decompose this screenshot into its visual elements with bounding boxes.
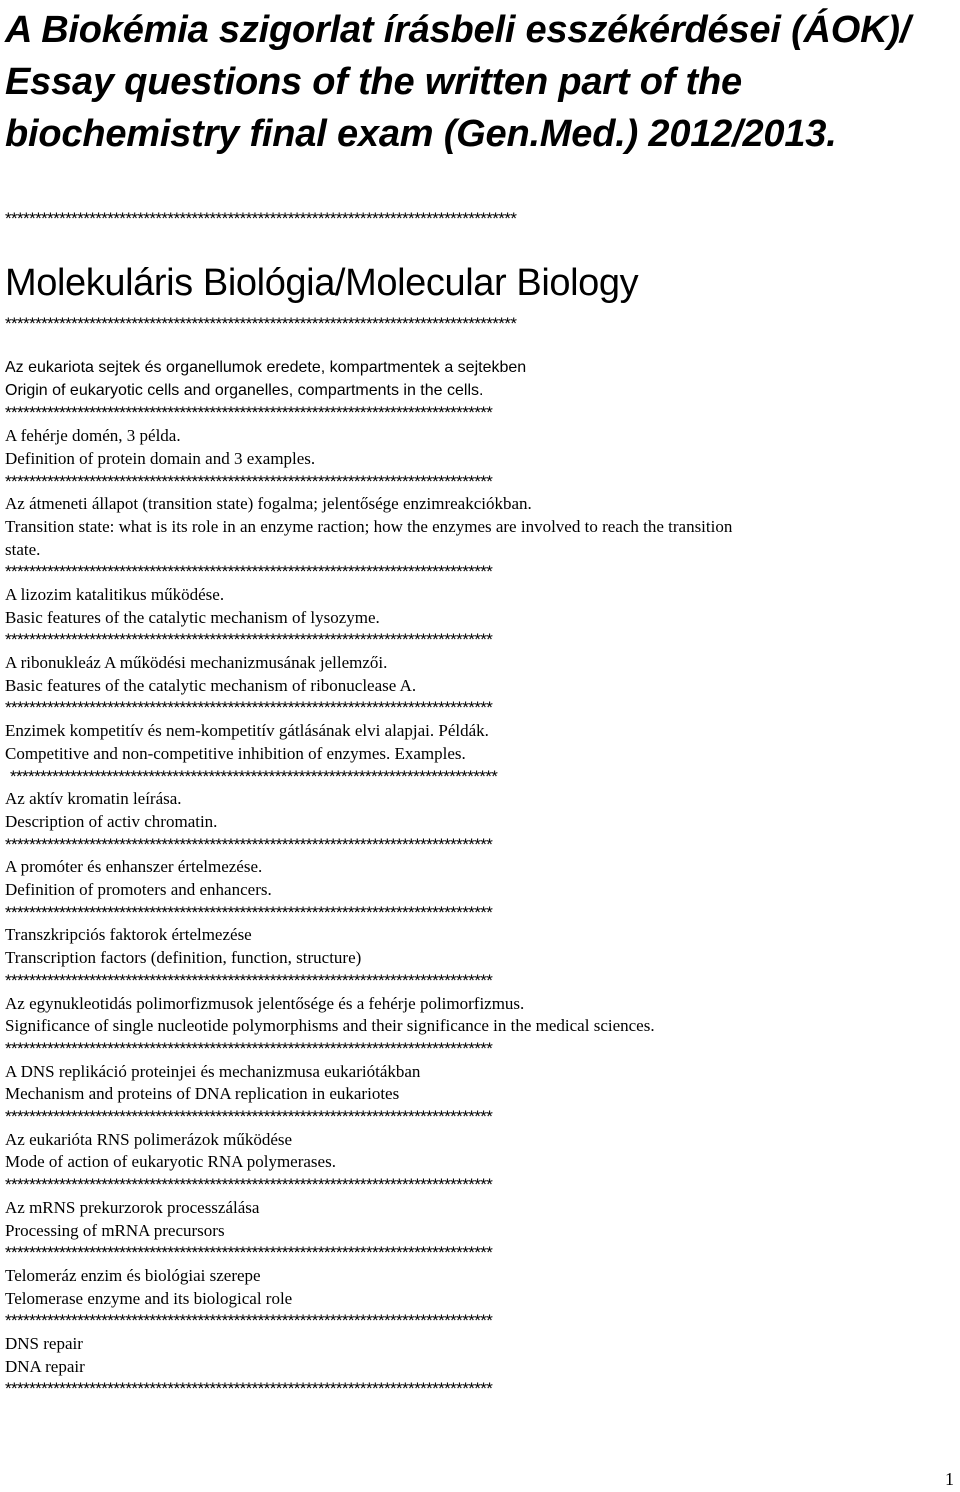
section-title: Molekuláris Biológia/Molecular Biology — [5, 262, 639, 304]
separator-section: ************************************************************************************* — [5, 314, 517, 333]
topic-item — [5, 425, 955, 493]
topic-hu: Enzimek kompetitív és nem-kompetitív gátlásának elvi alapjai. Példák. — [5, 721, 489, 741]
topic-separator: ********************************************************************************* — [5, 1243, 493, 1263]
topic-en: Transcription factors (definition, function, structure) — [5, 948, 362, 968]
topic-en: Telomerase enzyme and its biological role — [5, 1288, 293, 1308]
topic-hu: Az eukariota sejtek és organellumok eredete, kompartmentek a sejtekben — [5, 359, 527, 376]
topic-hu: A DNS replikáció proteinjei és mechanizmusa eukariótákban — [5, 1061, 421, 1081]
topic-hu: Transzkripciós faktorok értelmezése — [5, 925, 252, 945]
topic-separator: ********************************************************************************* — [5, 562, 493, 582]
topic-separator: ********************************************************************************* — [5, 902, 493, 922]
topic-separator: ********************************************************************************* — [5, 1038, 493, 1058]
topic-en: Basic features of the catalytic mechanism of lysozyme. — [5, 607, 380, 627]
topic-item — [5, 584, 955, 652]
title-line-2: Essay questions of the written part of the — [5, 61, 742, 103]
document-title — [5, 4, 945, 160]
topic-separator: ********************************************************************************* — [5, 1107, 493, 1127]
topic-list — [5, 357, 955, 1401]
topic-item — [5, 1061, 955, 1129]
topic-en: Mode of action of eukaryotic RNA polymerases. — [5, 1152, 336, 1172]
topic-hu: A ribonukleáz A működési mechanizmusának jellemzői. — [5, 653, 388, 673]
topic-hu: A promóter és enhanszer értelmezése. — [5, 857, 263, 877]
topic-separator: ********************************************************************************* — [10, 766, 498, 786]
topic-separator: ********************************************************************************* — [5, 1175, 493, 1195]
topic-hu: Az aktív kromatin leírása. — [5, 789, 182, 809]
topic-item — [5, 1129, 955, 1197]
topic-hu: DNS repair — [5, 1334, 83, 1354]
title-line-3: biochemistry final exam (Gen.Med.) 2012/2013. — [5, 113, 837, 155]
title-line-1: A Biokémia szigorlat írásbeli esszékérdései (ÁOK)/ — [5, 9, 911, 51]
topic-separator: ********************************************************************************* — [5, 1311, 493, 1331]
separator-top: ************************************************************************************* — [5, 209, 517, 228]
topic-hu: Telomeráz enzim és biológiai szerepe — [5, 1265, 261, 1285]
topic-item — [5, 788, 955, 856]
topic-separator: ********************************************************************************* — [5, 403, 493, 423]
topic-hu: A fehérje domén, 3 példa. — [5, 426, 181, 446]
topic-item — [5, 720, 955, 788]
topic-en: Transition state: what is its role in an enzyme raction; how the enzymes are involved to reach the transition state. — [5, 516, 733, 559]
topic-hu: Az mRNS prekurzorok processzálása — [5, 1197, 260, 1217]
topic-separator: ********************************************************************************* — [5, 698, 493, 718]
topic-item — [5, 357, 955, 425]
topic-en: DNA repair — [5, 1356, 85, 1376]
topic-item — [5, 493, 955, 584]
topic-item — [5, 993, 955, 1061]
topic-en: Basic features of the catalytic mechanism of ribonuclease A. — [5, 675, 417, 695]
topic-item — [5, 1265, 955, 1333]
topic-en: Description of activ chromatin. — [5, 811, 218, 831]
topic-item — [5, 856, 955, 924]
topic-separator: ********************************************************************************* — [5, 1379, 493, 1399]
topic-item — [5, 924, 955, 992]
topic-hu: Az átmeneti állapot (transition state) fogalma; jelentősége enzimreakciókban. — [5, 494, 532, 514]
topic-separator: ********************************************************************************* — [5, 471, 493, 491]
topic-item — [5, 1197, 955, 1265]
topic-en: Significance of single nucleotide polymorphisms and their significance in the medical sciences. — [5, 1016, 655, 1036]
topic-en: Origin of eukaryotic cells and organelles, compartments in the cells. — [5, 381, 484, 399]
topic-hu: Az eukarióta RNS polimerázok működése — [5, 1129, 293, 1149]
topic-en: Processing of mRNA precursors — [5, 1220, 225, 1240]
topic-hu: A lizozim katalitikus működése. — [5, 584, 225, 604]
topic-item — [5, 652, 955, 720]
topic-separator: ********************************************************************************* — [5, 970, 493, 990]
topic-separator: ********************************************************************************* — [5, 630, 493, 650]
page-number: 1 — [945, 1469, 954, 1489]
topic-hu: Az egynukleotidás polimorfizmusok jelentősége és a fehérje polimorfizmus. — [5, 993, 525, 1013]
topic-en: Competitive and non-competitive inhibition of enzymes. Examples. — [5, 743, 466, 763]
topic-en: Definition of promoters and enhancers. — [5, 880, 272, 900]
topic-separator: ********************************************************************************* — [5, 834, 493, 854]
topic-item — [5, 1333, 955, 1401]
topic-en: Definition of protein domain and 3 examples. — [5, 448, 316, 468]
topic-en: Mechanism and proteins of DNA replication in eukariotes — [5, 1084, 400, 1104]
